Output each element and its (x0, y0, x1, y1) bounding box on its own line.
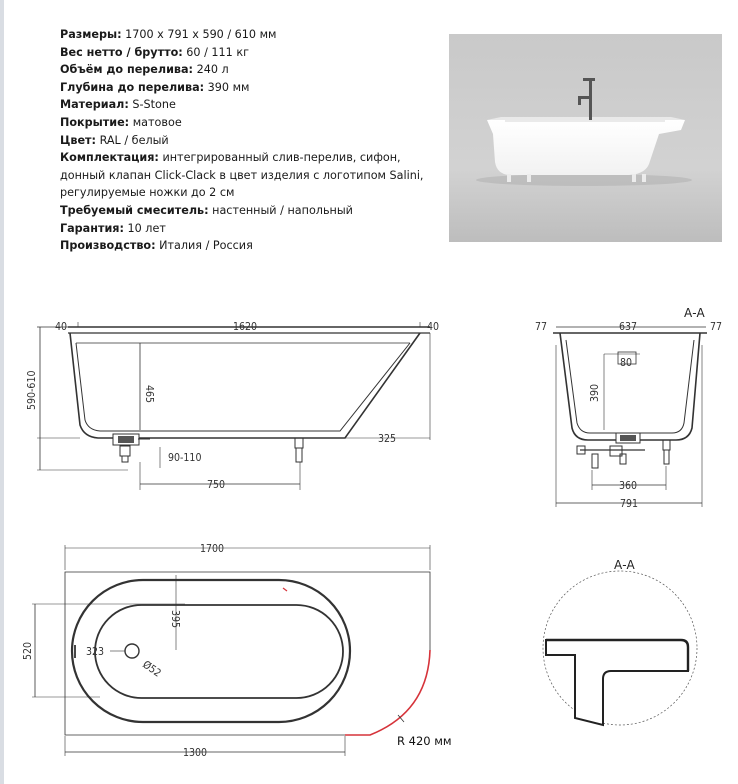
dim-plan-1700: 1700 (200, 543, 225, 555)
side-view-drawing (37, 322, 430, 490)
dim-section-77-left: 77 (535, 321, 548, 333)
spec-row-kit: Комплектация: интегрированный слив-перелив, сифон, донный клапан Click-Clack в цвет изделия с логотипом Salini, регулируемые ножки до 2 см (60, 151, 424, 200)
spec-row-warranty: Гарантия: 10 лет (60, 221, 166, 235)
detail-aa-title: А-А (614, 558, 635, 572)
spec-row-mixer: Требуемый смеситель: настенный / напольный (60, 203, 353, 217)
radius-label: R 420 мм (397, 734, 452, 748)
detail-view-drawing (543, 571, 697, 725)
dim-section-637: 637 (619, 321, 638, 333)
dim-section-360: 360 (619, 480, 638, 492)
dim-side-750: 750 (207, 479, 226, 491)
dim-plan-520: 520 (22, 641, 34, 660)
dim-side-40-left: 40 (55, 321, 68, 333)
spec-row-weight: Вес нетто / брутто: 60 / 111 кг (60, 45, 249, 59)
dim-plan-395: 395 (169, 610, 181, 629)
dim-section-80: 80 (620, 357, 633, 369)
spec-row-origin: Производство: Италия / Россия (60, 239, 253, 253)
spec-row-color: Цвет: RAL / белый (60, 133, 169, 147)
dim-side-40-right: 40 (427, 321, 440, 333)
dim-section-390: 390 (589, 383, 601, 402)
dim-side-590-610: 590-610 (26, 370, 38, 410)
spec-row-depth: Глубина до перелива: 390 мм (60, 80, 250, 94)
section-aa-title: А-А (684, 306, 705, 320)
dim-side-465: 465 (143, 385, 155, 404)
spec-row-size: Размеры: 1700 х 791 х 590 / 610 мм (60, 28, 277, 41)
dim-section-791: 791 (620, 498, 639, 510)
radius-highlight-arc (345, 650, 430, 735)
dim-side-1620: 1620 (233, 321, 258, 333)
spec-row-finish: Покрытие: матовое (60, 115, 182, 129)
dim-side-90-110: 90-110 (168, 452, 202, 464)
dim-side-325: 325 (378, 433, 397, 445)
spec-row-volume: Объём до перелива: 240 л (60, 63, 229, 77)
spec-row-material: Материал: S-Stone (60, 98, 176, 112)
dim-plan-52: Ø52 (140, 658, 164, 680)
dim-plan-1300: 1300 (183, 747, 208, 759)
red-mark (283, 588, 287, 591)
dim-section-77-right: 77 (710, 321, 723, 333)
dim-plan-323: 323 (86, 646, 105, 658)
